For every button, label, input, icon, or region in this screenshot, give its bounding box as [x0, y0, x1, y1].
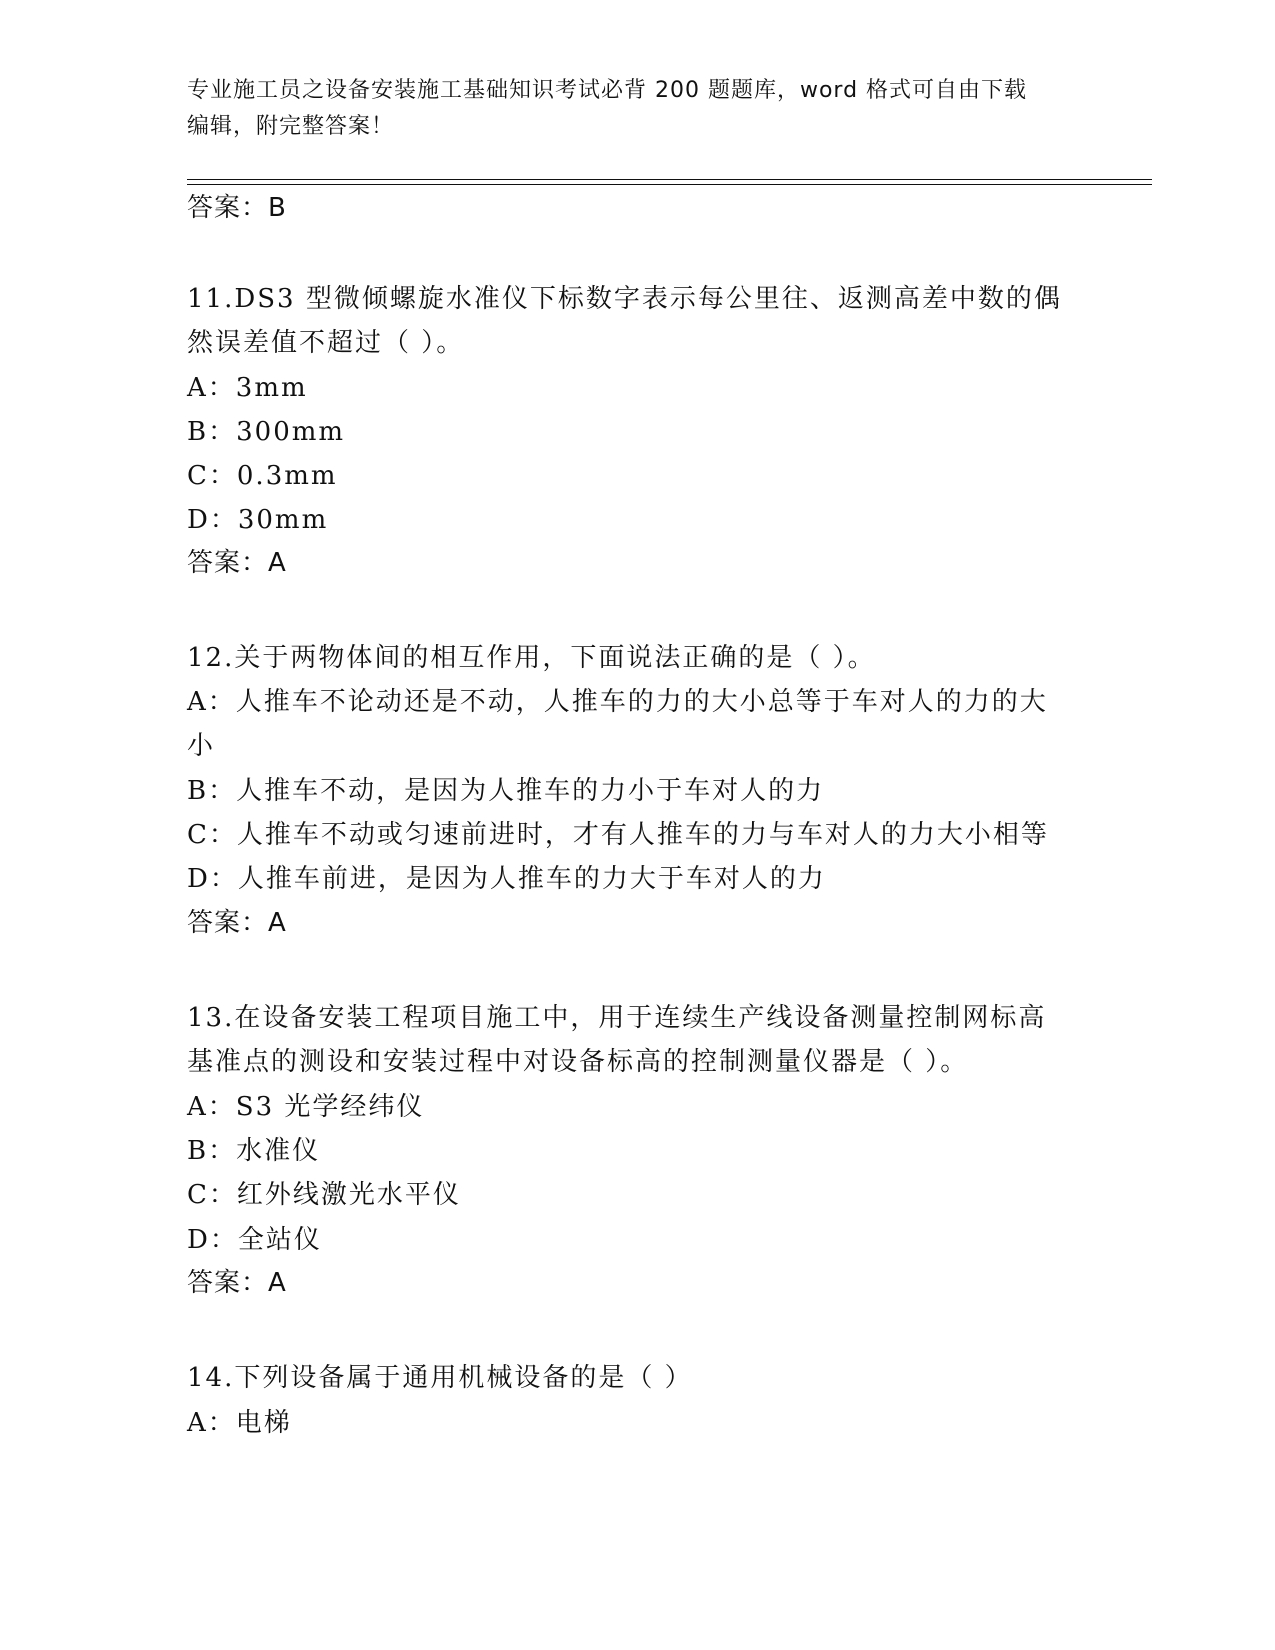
- q13-option-c: C：红外线激光水平仪: [187, 1180, 461, 1210]
- header-rule-top: [187, 179, 1152, 180]
- q14-stem-line-1: 14.下列设备属于通用机械设备的是（ ）: [187, 1363, 693, 1393]
- q14-option-a: A：电梯: [187, 1408, 292, 1438]
- header-line-2: 编辑，附完整答案！: [187, 114, 395, 139]
- q12-answer: 答案：A: [187, 908, 287, 938]
- document-header: [187, 73, 1067, 145]
- q12-option-d: D：人推车前进，是因为人推车的力大于车对人的力: [187, 864, 826, 894]
- q11-option-b: B：300mm: [187, 417, 346, 447]
- q12-option-a-line-1: A：人推车不论动还是不动，人推车的力的大小总等于车对人的力的大: [187, 687, 1048, 717]
- answer-previous: 答案：B: [187, 193, 287, 223]
- q11-stem-line-2: 然误差值不超过（ ）。: [187, 328, 465, 358]
- q13-option-b: B：水准仪: [187, 1136, 321, 1166]
- q13-option-d: D：全站仪: [187, 1225, 322, 1255]
- q13-option-a: A：S3 光学经纬仪: [187, 1092, 425, 1122]
- header-line-1: 专业施工员之设备安装施工基础知识考试必背 200 题题库，word 格式可自由下载: [187, 78, 1028, 103]
- header-rule-bottom: [187, 184, 1152, 185]
- q13-answer: 答案：A: [187, 1268, 287, 1298]
- q12-option-c: C：人推车不动或匀速前进时，才有人推车的力与车对人的力大小相等: [187, 820, 1049, 850]
- q11-option-c: C：0.3mm: [187, 461, 338, 491]
- q12-option-a-line-2: 小: [187, 731, 216, 761]
- q11-stem-line-1: 11.DS3 型微倾螺旋水准仪下标数字表示每公里往、返测高差中数的偶: [187, 284, 1062, 314]
- q11-option-d: D：30mm: [187, 505, 329, 535]
- q12-stem-line-1: 12.关于两物体间的相互作用，下面说法正确的是（ ）。: [187, 643, 876, 673]
- q11-option-a: A：3mm: [187, 373, 308, 403]
- q11-answer: 答案：A: [187, 548, 287, 578]
- q13-stem-line-1: 13.在设备安装工程项目施工中，用于连续生产线设备测量控制网标高: [187, 1003, 1047, 1033]
- q12-option-b: B：人推车不动，是因为人推车的力小于车对人的力: [187, 776, 825, 806]
- q13-stem-line-2: 基准点的测设和安装过程中对设备标高的控制测量仪器是（ ）。: [187, 1047, 969, 1077]
